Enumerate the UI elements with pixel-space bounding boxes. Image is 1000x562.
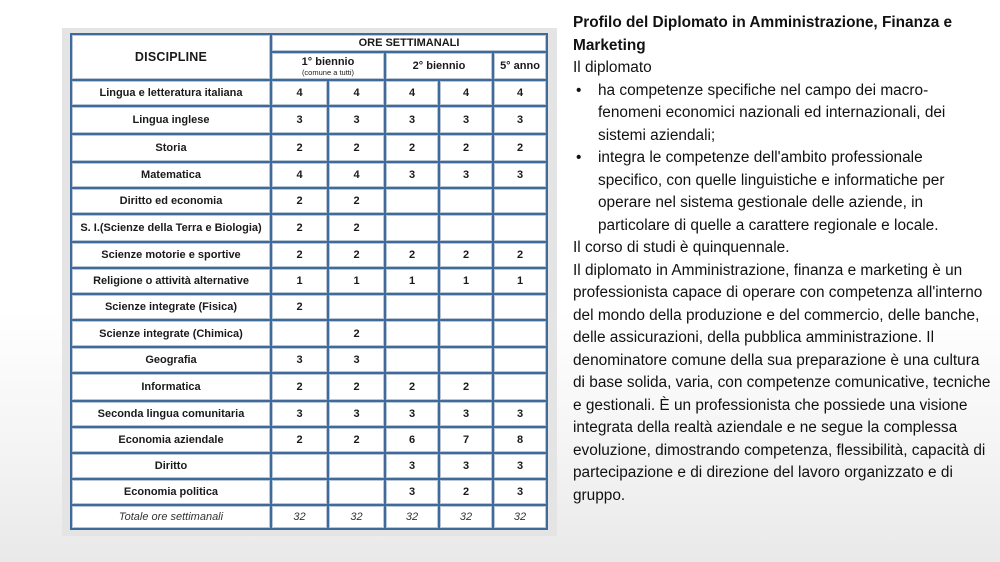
hours-cell bbox=[386, 189, 438, 213]
curriculum-table bbox=[70, 33, 548, 530]
bullet-text: ha competenze specifiche nel campo dei macro-fenomeni economici nazionali ed internazionali, dei sistemi aziendali; bbox=[598, 81, 946, 144]
bullet-text: integra le competenze dell'ambito professionale specifico, con quelle linguistiche e informatiche per operare nel sistema gestionale delle aziende, in particolare di quelle a carattere regionale e locale. bbox=[598, 149, 945, 234]
hours-cell: 3 bbox=[494, 454, 546, 478]
hours-cell: 3 bbox=[272, 348, 327, 372]
first-biennium-label: 1° biennio bbox=[301, 55, 355, 68]
table-row bbox=[72, 480, 546, 504]
hours-cell: 2 bbox=[386, 374, 438, 400]
hours-cell: 2 bbox=[329, 215, 384, 241]
hours-cell: 3 bbox=[440, 402, 492, 426]
hours-cell: 2 bbox=[494, 135, 546, 161]
subject-name: Seconda lingua comunitaria bbox=[72, 402, 270, 426]
hours-cell: 3 bbox=[386, 107, 438, 133]
hours-cell: 2 bbox=[272, 243, 327, 267]
first-biennium-header bbox=[272, 53, 384, 79]
hours-cell: 2 bbox=[440, 243, 492, 267]
table-row bbox=[72, 374, 546, 400]
hours-cell: 3 bbox=[494, 107, 546, 133]
table-row bbox=[72, 454, 546, 478]
total-label: Totale ore settimanali bbox=[72, 506, 270, 528]
table-row bbox=[72, 321, 546, 346]
hours-cell: 4 bbox=[272, 81, 327, 105]
fifth-year-header: 5° anno bbox=[494, 53, 546, 79]
subject-name: Lingua e letteratura italiana bbox=[72, 81, 270, 105]
profile-bullet-list bbox=[573, 80, 991, 238]
hours-cell: 32 bbox=[386, 506, 438, 528]
subject-name: Economia politica bbox=[72, 480, 270, 504]
hours-cell bbox=[494, 321, 546, 346]
hours-cell: 3 bbox=[440, 454, 492, 478]
subject-name: Scienze integrate (Fisica) bbox=[72, 295, 270, 319]
subject-name: Economia aziendale bbox=[72, 428, 270, 452]
hours-cell: 4 bbox=[440, 81, 492, 105]
table-total-row bbox=[72, 506, 546, 528]
hours-cell bbox=[272, 454, 327, 478]
hours-cell: 2 bbox=[329, 374, 384, 400]
hours-cell bbox=[329, 480, 384, 504]
hours-cell: 3 bbox=[329, 107, 384, 133]
profile-text bbox=[573, 12, 991, 507]
hours-cell: 2 bbox=[386, 135, 438, 161]
disciplines-header: DISCIPLINE bbox=[72, 35, 270, 79]
hours-cell bbox=[272, 480, 327, 504]
hours-cell bbox=[440, 348, 492, 372]
hours-cell: 32 bbox=[440, 506, 492, 528]
hours-cell: 2 bbox=[494, 243, 546, 267]
hours-cell bbox=[386, 215, 438, 241]
hours-cell: 1 bbox=[272, 269, 327, 293]
hours-cell: 32 bbox=[494, 506, 546, 528]
subject-name: Diritto ed economia bbox=[72, 189, 270, 213]
table-row bbox=[72, 189, 546, 213]
profile-title: Profilo del Diplomato in Amministrazione, Finanza e Marketing bbox=[573, 14, 953, 54]
subject-name: Geografia bbox=[72, 348, 270, 372]
profile-bullet bbox=[573, 147, 991, 237]
subject-name: Religione o attività alternative bbox=[72, 269, 270, 293]
hours-cell: 1 bbox=[329, 269, 384, 293]
table-row bbox=[72, 243, 546, 267]
table-row bbox=[72, 402, 546, 426]
hours-cell: 4 bbox=[494, 81, 546, 105]
hours-cell bbox=[494, 215, 546, 241]
subject-name: Storia bbox=[72, 135, 270, 161]
hours-cell: 3 bbox=[494, 480, 546, 504]
hours-cell: 3 bbox=[329, 348, 384, 372]
hours-cell: 1 bbox=[440, 269, 492, 293]
hours-cell: 3 bbox=[440, 163, 492, 187]
table-row bbox=[72, 163, 546, 187]
subject-name: S. I.(Scienze della Terra e Biologia) bbox=[72, 215, 270, 241]
table-row bbox=[72, 428, 546, 452]
hours-cell: 2 bbox=[272, 135, 327, 161]
hours-cell bbox=[494, 348, 546, 372]
hours-cell bbox=[329, 295, 384, 319]
hours-cell: 3 bbox=[494, 163, 546, 187]
table-row bbox=[72, 295, 546, 319]
hours-cell: 2 bbox=[386, 243, 438, 267]
hours-cell: 3 bbox=[494, 402, 546, 426]
table-row bbox=[72, 81, 546, 105]
hours-cell: 32 bbox=[272, 506, 327, 528]
table-row bbox=[72, 107, 546, 133]
hours-cell: 2 bbox=[272, 374, 327, 400]
hours-cell: 4 bbox=[329, 163, 384, 187]
hours-cell: 2 bbox=[329, 135, 384, 161]
hours-cell: 3 bbox=[386, 480, 438, 504]
subject-name: Scienze integrate (Chimica) bbox=[72, 321, 270, 346]
profile-description: Il diplomato in Amministrazione, finanza e marketing è un professionista capace di operare con competenza all'interno del mondo della produzione e del commercio, delle banche, delle assicurazioni, della pubblica amministrazione. Il denominatore comune della sua preparazione è una cultura di base solida, varia, con competenze comunicative, tecniche e gestionali. È un professionista che possiede una visione integrata della realtà aziendale e ne segue la complessa evoluzione, dimostrando competenza, flessibilità, capacità di partecipazione e di direzione del lavoro organizzato e di gruppo. bbox=[573, 261, 991, 504]
hours-cell: 1 bbox=[386, 269, 438, 293]
hours-cell: 2 bbox=[272, 428, 327, 452]
hours-cell: 2 bbox=[329, 321, 384, 346]
subject-name: Matematica bbox=[72, 163, 270, 187]
hours-cell: 32 bbox=[329, 506, 384, 528]
hours-cell: 8 bbox=[494, 428, 546, 452]
second-biennium-header: 2° biennio bbox=[386, 53, 492, 79]
hours-cell: 2 bbox=[272, 215, 327, 241]
hours-cell: 3 bbox=[329, 402, 384, 426]
hours-cell: 3 bbox=[272, 107, 327, 133]
hours-cell: 7 bbox=[440, 428, 492, 452]
hours-cell bbox=[494, 295, 546, 319]
hours-cell bbox=[440, 215, 492, 241]
hours-cell: 4 bbox=[329, 81, 384, 105]
first-biennium-note: (comune a tutti) bbox=[301, 67, 355, 77]
hours-cell: 4 bbox=[386, 81, 438, 105]
profile-bullet bbox=[573, 80, 991, 148]
subject-name: Diritto bbox=[72, 454, 270, 478]
subject-name: Informatica bbox=[72, 374, 270, 400]
bullet-marker: • bbox=[576, 81, 582, 99]
hours-cell: 4 bbox=[272, 163, 327, 187]
profile-intro: Il diplomato bbox=[573, 59, 652, 76]
hours-cell: 2 bbox=[329, 428, 384, 452]
hours-cell bbox=[494, 189, 546, 213]
hours-cell: 2 bbox=[440, 135, 492, 161]
hours-cell bbox=[329, 454, 384, 478]
table-row bbox=[72, 215, 546, 241]
table-row bbox=[72, 135, 546, 161]
hours-cell: 2 bbox=[329, 189, 384, 213]
hours-cell bbox=[386, 295, 438, 319]
hours-cell: 3 bbox=[386, 402, 438, 426]
hours-cell: 1 bbox=[494, 269, 546, 293]
hours-cell bbox=[440, 189, 492, 213]
hours-cell bbox=[386, 321, 438, 346]
hours-cell bbox=[272, 321, 327, 346]
hours-cell: 3 bbox=[272, 402, 327, 426]
table-row bbox=[72, 348, 546, 372]
hours-cell: 2 bbox=[440, 480, 492, 504]
hours-cell: 3 bbox=[386, 454, 438, 478]
hours-cell bbox=[494, 374, 546, 400]
hours-cell: 6 bbox=[386, 428, 438, 452]
hours-cell bbox=[440, 295, 492, 319]
hours-cell: 2 bbox=[440, 374, 492, 400]
hours-cell bbox=[440, 321, 492, 346]
course-duration-text: Il corso di studi è quinquennale. bbox=[573, 239, 790, 256]
hours-cell: 2 bbox=[272, 295, 327, 319]
bullet-marker: • bbox=[576, 149, 582, 166]
weekly-hours-header: ORE SETTIMANALI bbox=[272, 35, 546, 51]
hours-cell: 3 bbox=[386, 163, 438, 187]
subject-name: Scienze motorie e sportive bbox=[72, 243, 270, 267]
hours-cell: 3 bbox=[440, 107, 492, 133]
hours-cell: 2 bbox=[329, 243, 384, 267]
table-row bbox=[72, 269, 546, 293]
subject-name: Lingua inglese bbox=[72, 107, 270, 133]
hours-cell: 2 bbox=[272, 189, 327, 213]
hours-cell bbox=[386, 348, 438, 372]
